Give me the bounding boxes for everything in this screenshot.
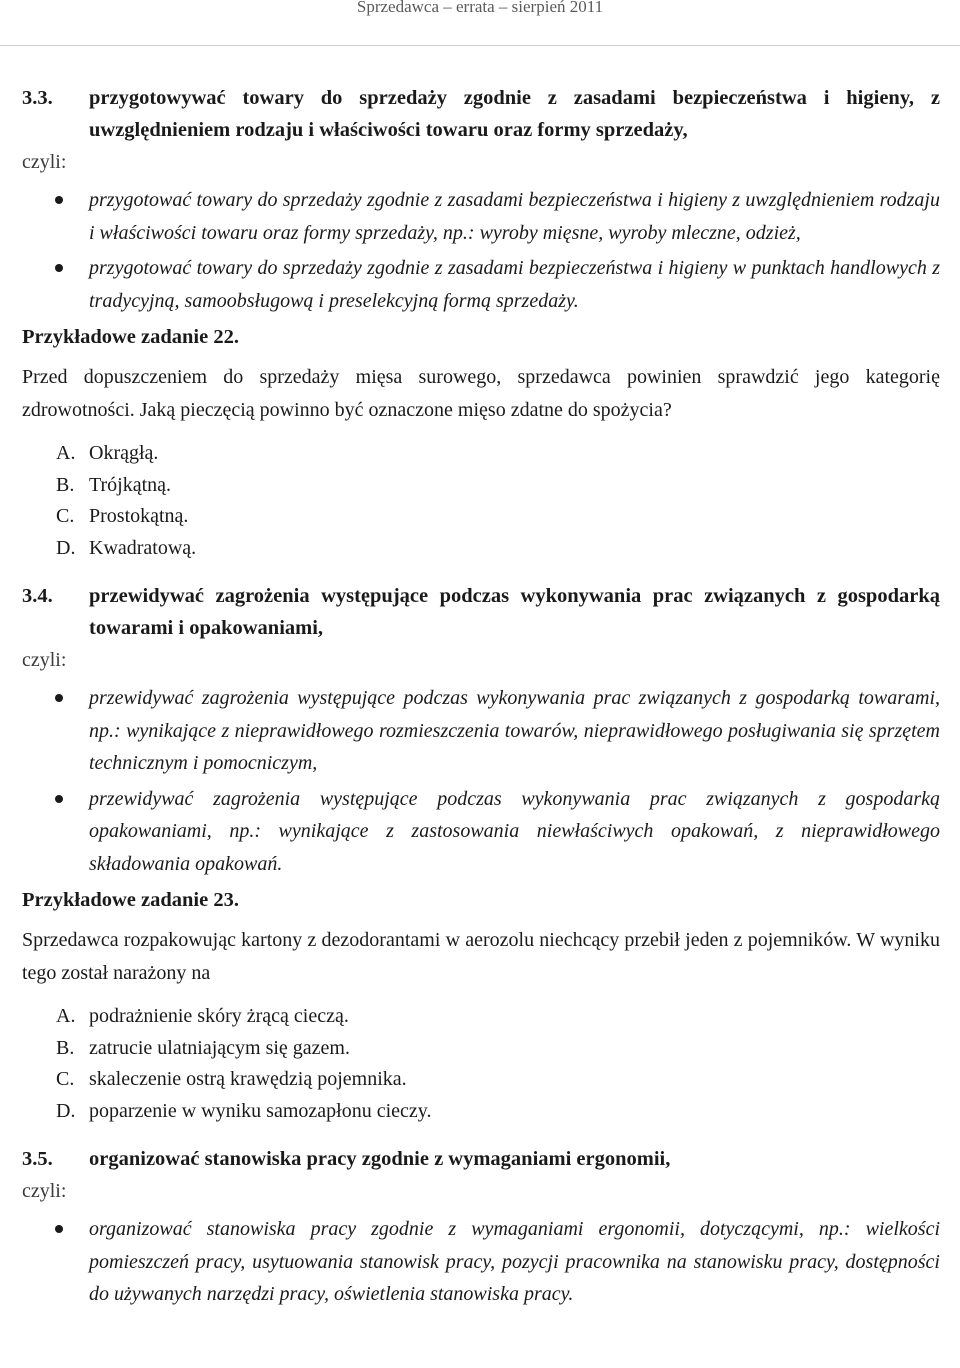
- answer-option: C. Prostokątną.: [56, 505, 189, 527]
- answer-list: [22, 1001, 940, 1127]
- list-item: organizować stanowiska pracy zgodnie z wymaganiami ergonomii, dotyczącymi, np.: wielkości pomieszczeń pracy, usytuowania stanowisk pracy, pozycji pracownika na stanowisku pracy, dostępności do używanych narzędzi pracy, oświetlenia stanowiska pracy.: [22, 1213, 940, 1311]
- list-item: przygotować towary do sprzedaży zgodnie z zasadami bezpieczeństwa i higieny z uwzględnieniem rodzaju i właściwości towaru oraz formy sprzedaży, np.: wyroby mięsne, wyroby mleczne, odzież,: [22, 184, 940, 249]
- list-item: przygotować towary do sprzedaży zgodnie z zasadami bezpieczeństwa i higieny w punktach handlowych z tradycyjną, samoobsługową i preselekcyjną formą sprzedaży.: [22, 252, 940, 317]
- section-number: 3.5.: [22, 1148, 53, 1170]
- czyli-label: czyli:: [22, 1180, 67, 1202]
- task-title: Przykładowe zadanie 23.: [22, 889, 239, 911]
- task-title: Przykładowe zadanie 22.: [22, 326, 239, 348]
- answer-option: A. podrażnienie skóry żrącą cieczą.: [56, 1005, 349, 1027]
- czyli-label: czyli:: [22, 151, 67, 173]
- czyli-label: czyli:: [22, 649, 67, 671]
- task-question: Sprzedawca rozpakowując kartony z dezodorantami w aerozolu niechcący przebił jeden z pojemników. W wyniku tego został narażony na: [22, 929, 940, 984]
- section-heading: [22, 580, 940, 644]
- answer-option: D. poparzenie w wyniku samozapłonu cieczy.: [56, 1099, 432, 1122]
- answer-option: B. zatrucie ulatniającym się gazem.: [56, 1036, 350, 1059]
- section-title: organizować stanowiska pracy zgodnie z wymaganiami ergonomii,: [89, 1148, 671, 1170]
- bullet-icon: [55, 1225, 63, 1233]
- section-heading: [22, 1143, 940, 1175]
- bullet-icon: [55, 264, 63, 272]
- answer-option: A. Okrągłą.: [56, 442, 159, 464]
- header-title: Sprzedawca – errata – sierpień 2011: [356, 0, 604, 16]
- page-header: [0, 0, 960, 46]
- answer-list: [22, 438, 940, 564]
- bullet-icon: [55, 795, 63, 803]
- list-item: przewidywać zagrożenia występujące podczas wykonywania prac związanych z gospodarką opakowaniami, np.: wynikające z zastosowania niewłaściwych opakowań, z nieprawidłowego składowania opakowań.: [22, 783, 940, 881]
- section-title: przygotowywać towary do sprzedaży zgodnie z zasadami bezpieczeństwa i higieny, z uwzględnieniem rodzaju i właściwości towaru oraz formy sprzedaży,: [89, 87, 940, 141]
- answer-option: D. Kwadratową.: [56, 536, 197, 559]
- answer-option: C. skaleczenie ostrą krawędzią pojemnika.: [56, 1068, 407, 1090]
- answer-option: B. Trójkątną.: [56, 473, 172, 496]
- bullet-list: [22, 682, 940, 880]
- bullet-list: [22, 184, 940, 317]
- document-body: [22, 82, 940, 1314]
- bullet-icon: [55, 196, 63, 204]
- section-heading: [22, 82, 940, 146]
- section-number: 3.4.: [22, 585, 53, 607]
- bullet-icon: [55, 694, 63, 702]
- bullet-list: [22, 1213, 940, 1311]
- task-question: Przed dopuszczeniem do sprzedaży mięsa surowego, sprzedawca powinien sprawdzić jego kategorię zdrowotności. Jaką pieczęcią powinno być oznaczone mięso zdatne do spożycia?: [22, 366, 940, 421]
- list-item: przewidywać zagrożenia występujące podczas wykonywania prac związanych z gospodarką towarami, np.: wynikające z nieprawidłowego rozmieszczenia towarów, nieprawidłowego posługiwania się sprzętem technicznym i pomocniczym,: [22, 682, 940, 780]
- section-number: 3.3.: [22, 87, 53, 109]
- section-title: przewidywać zagrożenia występujące podczas wykonywania prac związanych z gospodarką towarami i opakowaniami,: [89, 585, 940, 639]
